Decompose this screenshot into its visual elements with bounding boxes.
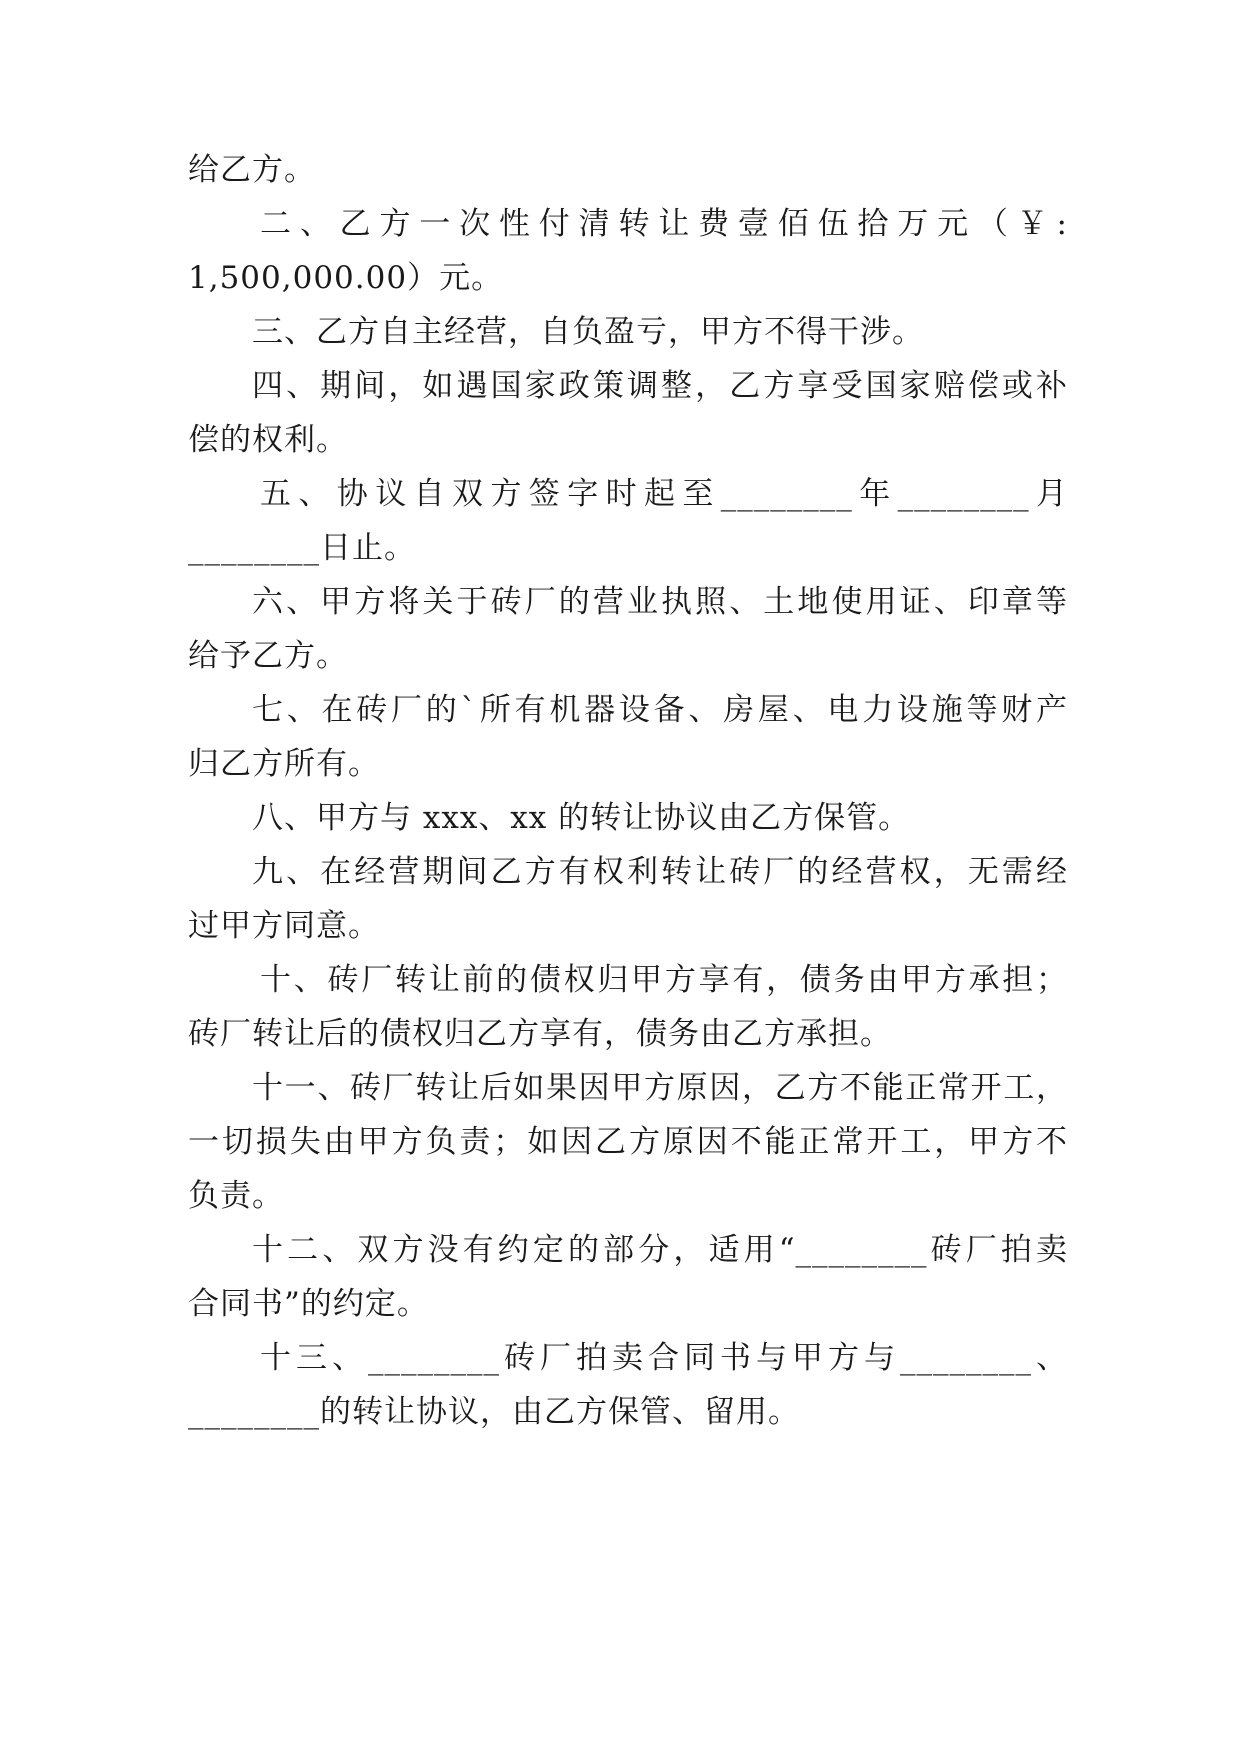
clause-5-line: 五、协议自双方签字时起至________年________月 — [260, 476, 1068, 512]
clause-6-line: 六、甲方将关于砖厂的营业执照、土地使用证、印章等 — [252, 584, 1068, 620]
text-line: 给乙方。 — [188, 152, 316, 188]
text-line: 1,500,000.00）元。 — [188, 260, 504, 296]
text-line: 一切损失由甲方负责；如因乙方原因不能正常开工，甲方不 — [188, 1124, 1068, 1160]
clause-3-line: 三、乙方自主经营，自负盈亏，甲方不得干涉。 — [252, 314, 924, 350]
text-line: 过甲方同意。 — [188, 908, 380, 944]
clause-7-line: 七、在砖厂的`所有机器设备、房屋、电力设施等财产 — [252, 692, 1068, 728]
text-line: ________日止。 — [188, 530, 416, 566]
clause-10-line: 十、砖厂转让前的债权归甲方享有，债务由甲方承担； — [260, 962, 1068, 998]
text-line: ________的转让协议，由乙方保管、留用。 — [188, 1394, 800, 1430]
clause-9-line: 九、在经营期间乙方有权利转让砖厂的经营权，无需经 — [252, 854, 1068, 890]
text-line: 偿的权利。 — [188, 422, 348, 458]
clause-2-line: 二、乙方一次性付清转让费壹佰伍拾万元（￥: — [260, 206, 1068, 242]
text-line: 合同书”的约定。 — [188, 1286, 429, 1322]
clause-4-line: 四、期间，如遇国家政策调整，乙方享受国家赔偿或补 — [252, 368, 1068, 404]
text-line: 归乙方所有。 — [188, 746, 380, 782]
text-line: 给予乙方。 — [188, 638, 348, 674]
clause-11-line: 十一、砖厂转让后如果因甲方原因，乙方不能正常开工， — [252, 1070, 1068, 1106]
clause-13-line: 十三、________砖厂拍卖合同书与甲方与________、 — [260, 1340, 1068, 1376]
text-line: 砖厂转让后的债权归乙方享有，债务由乙方承担。 — [188, 1016, 892, 1052]
clause-8-line: 八、甲方与 xxx、xx 的转让协议由乙方保管。 — [252, 800, 911, 836]
clause-12-line: 十二、双方没有约定的部分，适用“________砖厂拍卖 — [252, 1232, 1068, 1268]
text-line: 负责。 — [188, 1178, 284, 1214]
